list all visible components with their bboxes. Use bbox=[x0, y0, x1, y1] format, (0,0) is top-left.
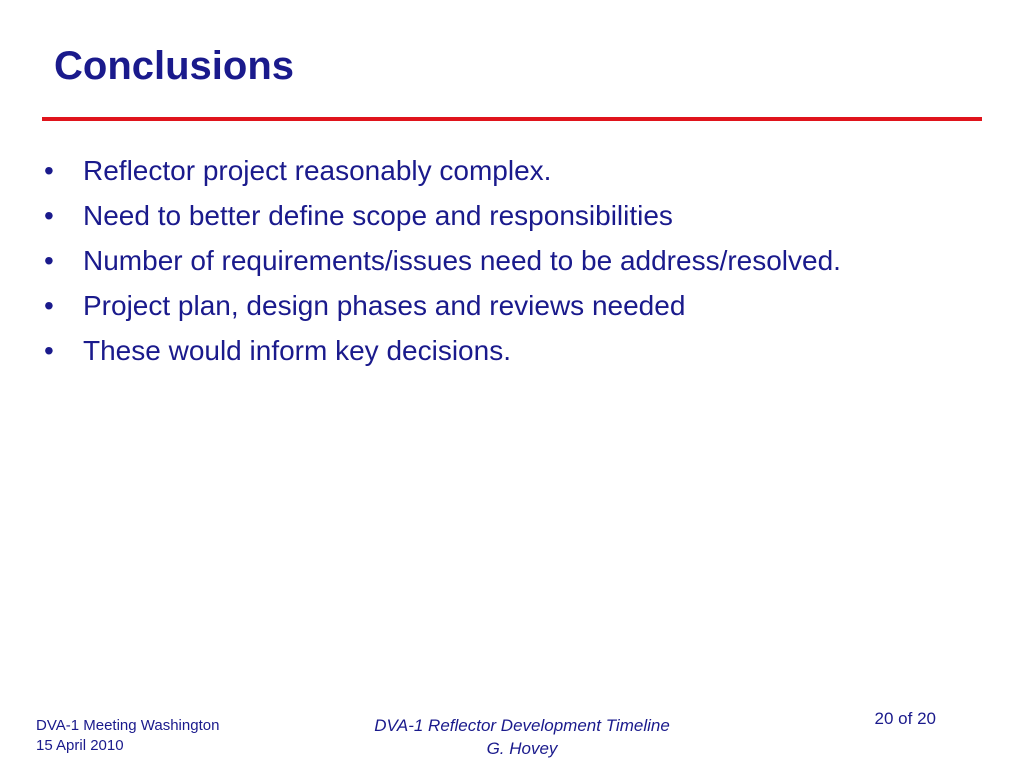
footer-meeting-info bbox=[36, 716, 219, 756]
bullet-text: Need to better define scope and responsibilities bbox=[83, 200, 673, 231]
slide-title: Conclusions bbox=[54, 44, 295, 88]
bullet-icon: • bbox=[44, 245, 54, 276]
bullet-icon: • bbox=[44, 290, 54, 321]
title-divider bbox=[42, 117, 982, 121]
bullet-text: Reflector project reasonably complex. bbox=[83, 155, 552, 186]
bullet-item bbox=[44, 238, 841, 283]
footer-meeting-name: DVA-1 Meeting Washington bbox=[36, 717, 220, 734]
bullet-item bbox=[44, 328, 841, 373]
bullet-list bbox=[44, 148, 841, 373]
page-number: 20 of 20 bbox=[874, 709, 936, 728]
footer-presentation-title: DVA-1 Reflector Development Timeline bbox=[374, 716, 670, 735]
bullet-text: Project plan, design phases and reviews needed bbox=[83, 290, 686, 321]
bullet-icon: • bbox=[44, 335, 54, 366]
bullet-icon: • bbox=[44, 200, 54, 231]
bullet-item bbox=[44, 148, 841, 193]
footer-author: G. Hovey bbox=[486, 739, 558, 758]
bullet-icon: • bbox=[44, 155, 54, 186]
footer-meeting-date: 15 April 2010 bbox=[36, 737, 124, 754]
bullet-text: These would inform key decisions. bbox=[83, 335, 511, 366]
bullet-text: Number of requirements/issues need to be address/resolved. bbox=[83, 245, 841, 276]
bullet-item bbox=[44, 283, 841, 328]
bullet-item bbox=[44, 193, 841, 238]
footer-presentation-info bbox=[322, 714, 722, 760]
